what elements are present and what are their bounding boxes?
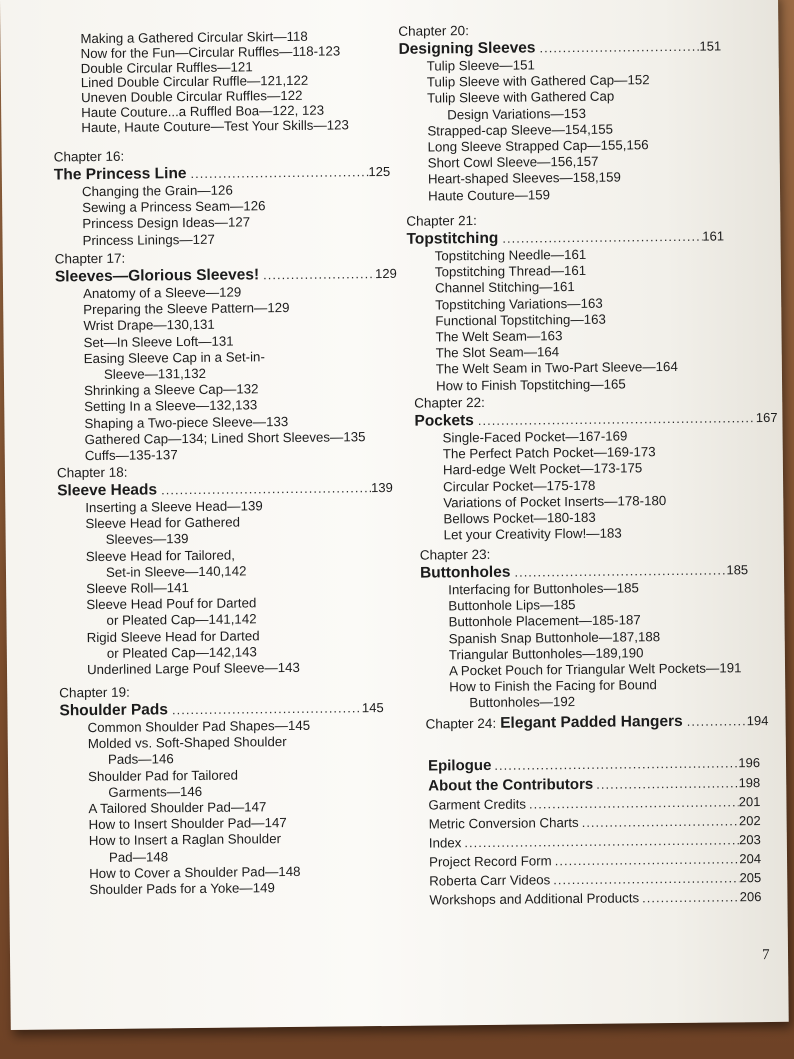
chapter-heading [414, 409, 777, 431]
toc-entry: Heart-shaped Sleeves—158,159 [427, 169, 621, 187]
dot-leader [555, 851, 740, 868]
back-matter-title: Metric Conversion Charts [428, 814, 579, 832]
chapter-label: Chapter 23: [419, 546, 491, 563]
back-matter-page: 202 [738, 813, 761, 829]
toc-entry: The Welt Seam—163 [435, 328, 563, 345]
back-matter-entry [429, 851, 761, 869]
toc-entry: Double Circular Ruffles—121 [80, 58, 253, 76]
dot-leader [190, 164, 368, 181]
dot-leader [161, 480, 371, 497]
back-matter-entry [429, 889, 761, 907]
toc-entry: Anatomy of a Sleeve—129 [83, 284, 242, 302]
page-number: 7 [761, 946, 770, 964]
toc-entry: Spanish Snap Buttonhole—187,188 [448, 628, 661, 646]
back-matter-entry [428, 794, 760, 812]
chapter-label: Chapter 18: [56, 464, 128, 481]
toc-entry: Shaping a Two-piece Sleeve—133 [84, 413, 289, 431]
toc-entry: Making a Gathered Circular Skirt—118 [80, 28, 308, 47]
back-matter-title: Project Record Form [428, 853, 552, 870]
toc-entry: Uneven Double Circular Ruffles—122 [80, 88, 303, 106]
toc-entry: Setting In a Sleeve—132,133 [84, 397, 258, 415]
back-matter-page: 196 [738, 755, 761, 771]
chapter-label: Chapter 17: [54, 250, 126, 267]
toc-entry: Let your Creativity Flow!—183 [443, 525, 622, 543]
chapter-title: Buttonholes [419, 563, 511, 582]
toc-entry: Gathered Cap—134; Lined Short Sleeves—135 [84, 428, 366, 447]
toc-entry: Circular Pocket—175-178 [443, 477, 596, 494]
toc-entry: Shrinking a Sleeve Cap—132 [84, 381, 259, 399]
toc-entry-continued: Buttonholes—192 [469, 694, 576, 711]
chapter-label: Chapter 16: [53, 148, 125, 165]
toc-entry: Shoulder Pad for Tailored [88, 767, 239, 784]
toc-entry: Preparing the Sleeve Pattern—129 [83, 300, 290, 318]
dot-leader [582, 813, 739, 830]
toc-entry: Rigid Sleeve Head for Darted [86, 627, 260, 645]
toc-entry: The Perfect Patch Pocket—169-173 [442, 444, 656, 462]
toc-entry: Easing Sleeve Cap in a Set-in- [83, 349, 265, 366]
dot-leader [553, 870, 739, 887]
toc-entry: Variations of Pocket Inserts—178-180 [443, 492, 667, 511]
toc-entry-continued: Sleeve—131,132 [103, 365, 207, 382]
chapter-label: Chapter 24: [425, 715, 497, 732]
toc-entry: Interfacing for Buttonholes—185 [448, 580, 639, 598]
toc-entry: Topstitching Thread—161 [434, 263, 587, 280]
dot-leader [502, 229, 702, 246]
toc-entry: Set—In Sleeve Loft—131 [83, 333, 234, 350]
toc-entry: The Welt Seam in Two-Part Sleeve—164 [435, 359, 678, 377]
toc-entry: Triangular Buttonholes—189,190 [448, 645, 644, 663]
toc-entry: Haute, Haute Couture—Test Your Skills—123 [81, 117, 349, 135]
toc-entry: Sleeve Head for Tailored, [85, 547, 235, 564]
chapter-page: 151 [699, 38, 722, 54]
toc-entry-continued: Set-in Sleeve—140,142 [105, 563, 247, 580]
toc-entry: Short Cowl Sleeve—156,157 [427, 153, 599, 171]
toc-entry-continued: Garments—146 [108, 783, 203, 800]
toc-entry: Cuffs—135-137 [84, 447, 178, 464]
toc-entry-continued: or Pleated Cap—142,143 [106, 644, 257, 661]
chapter-heading [55, 265, 397, 287]
dot-leader [514, 562, 726, 579]
back-matter-title: Epilogue [427, 756, 492, 775]
dot-leader [539, 39, 699, 56]
chapter-page: 167 [755, 409, 778, 426]
toc-entry: Bellows Pocket—180-183 [443, 509, 596, 527]
toc-entry: How to Insert Shoulder Pad—147 [88, 815, 287, 833]
toc-entry-continued: Sleeves—139 [105, 531, 189, 548]
toc-entry: Sleeve Roll—141 [86, 580, 189, 597]
dot-leader [494, 755, 738, 773]
chapter-title: Sleeves—Glorious Sleeves! [54, 266, 260, 286]
toc-entry: Strapped-cap Sleeve—154,155 [427, 121, 614, 139]
chapter-heading [398, 37, 721, 58]
toc-entry: Now for the Fun—Circular Ruffles—118-123 [80, 43, 341, 61]
back-matter-title: About the Contributors [428, 775, 594, 795]
back-matter-page: 206 [739, 889, 762, 905]
back-matter-title: Workshops and Additional Products [429, 890, 640, 908]
toc-entry: The Slot Seam—164 [435, 344, 560, 361]
chapter-title: Sleeve Heads [57, 481, 158, 500]
chapter-page: 129 [374, 265, 397, 282]
chapter-title: Pockets [414, 412, 474, 430]
chapter-page: 139 [371, 479, 393, 496]
toc-entry: Princess Design Ideas—127 [82, 214, 251, 232]
dot-leader [642, 889, 740, 905]
toc-entry: Sewing a Princess Seam—126 [82, 198, 266, 216]
toc-entry: Sleeve Head for Gathered [85, 514, 241, 532]
chapter-page: 185 [726, 562, 749, 578]
dot-leader [529, 794, 739, 811]
back-matter-page: 203 [739, 832, 761, 848]
chapter-page: 125 [368, 163, 391, 180]
toc-entry-continued: or Pleated Cap—141,142 [106, 611, 257, 629]
back-matter-entry [429, 832, 761, 850]
back-matter-entry [428, 754, 760, 774]
chapter-heading [420, 561, 748, 582]
toc-entry: Tulip Sleeve with Gathered Cap [426, 88, 615, 106]
toc-entry: Lined Double Circular Ruffle—121,122 [80, 73, 309, 91]
toc-entry: Hard-edge Welt Pocket—173-175 [442, 460, 643, 478]
chapter-title: Designing Sleeves [398, 39, 536, 58]
dot-leader [687, 713, 747, 729]
toc-entry: How to Insert a Raglan Shoulder [88, 831, 282, 849]
toc-entry: How to Finish Topstitching—165 [435, 376, 626, 394]
toc-entry: Princess Linings—127 [82, 231, 215, 248]
toc-entry: A Pocket Pouch for Triangular Welt Pockets—191 [448, 660, 742, 679]
toc-entry: A Tailored Shoulder Pad—147 [88, 799, 267, 817]
chapter-label: Chapter 21: [406, 213, 477, 229]
toc-entry: Channel Stitching—161 [434, 279, 575, 296]
chapter-title: Elegant Padded Hangers [500, 712, 683, 732]
toc-entry: Common Shoulder Pad Shapes—145 [87, 717, 311, 736]
toc-entry: Buttonhole Placement—185-187 [448, 612, 641, 630]
toc-entry: Molded vs. Soft-Shaped Shoulder [87, 734, 287, 752]
toc-entry-continued: Design Variations—153 [447, 105, 587, 122]
chapter-title: Shoulder Pads [59, 701, 169, 720]
toc-entry: Sleeve Head Pouf for Darted [86, 595, 257, 613]
chapter-heading [57, 479, 393, 501]
toc-entry: Haute Couture—159 [427, 186, 551, 204]
toc-entry: Single-Faced Pocket—167-169 [442, 428, 628, 446]
chapter-page: 161 [702, 228, 725, 244]
chapter-page: 145 [361, 700, 384, 716]
dot-leader [478, 410, 756, 428]
dot-leader [172, 700, 362, 717]
chapter-label: Chapter 20: [398, 23, 469, 39]
back-matter-page: 205 [739, 870, 762, 886]
toc-entry: How to Finish the Facing for Bound [449, 677, 657, 695]
toc-entry: Shoulder Pads for a Yoke—149 [89, 880, 275, 898]
toc-entry: Tulip Sleeve with Gathered Cap—152 [426, 72, 650, 90]
chapter-page: 194 [746, 712, 769, 729]
chapter-heading [54, 163, 391, 185]
toc-entry: How to Cover a Shoulder Pad—148 [89, 863, 301, 881]
toc-entry: Buttonhole Lips—185 [448, 597, 576, 614]
toc-entry: Haute Couture...a Ruffled Boa—122, 123 [81, 102, 325, 121]
dot-leader [464, 832, 739, 850]
toc-entry: Topstitching Needle—161 [434, 246, 587, 264]
back-matter-title: Roberta Carr Videos [429, 872, 551, 889]
back-matter-title: Index [428, 835, 462, 851]
chapter-title: Topstitching [406, 229, 499, 248]
chapter-label: Chapter 19: [59, 684, 130, 701]
chapter-label: Chapter 22: [414, 394, 485, 411]
toc-entry: Functional Topstitching—163 [435, 311, 606, 329]
toc-entry-continued: Pads—146 [107, 751, 174, 768]
chapter-24-heading [426, 712, 769, 734]
back-matter-entry [429, 813, 761, 831]
back-matter-entry [429, 870, 761, 888]
toc-entry: Tulip Sleeve—151 [426, 57, 535, 74]
back-matter-page: 201 [738, 794, 761, 810]
toc-entry: Changing the Grain—126 [81, 182, 233, 200]
chapter-heading [59, 699, 383, 720]
back-matter-entry [428, 774, 760, 794]
dot-leader [263, 266, 375, 282]
chapter-title: The Princess Line [53, 165, 187, 184]
back-matter-title: Garment Credits [428, 796, 527, 813]
toc-entry: Inserting a Sleeve Head—139 [85, 498, 263, 516]
dot-leader [596, 775, 738, 791]
back-matter-page: 204 [739, 851, 762, 867]
toc-entry: Long Sleeve Strapped Cap—155,156 [427, 137, 649, 155]
chapter-heading [406, 227, 724, 248]
toc-entry: Topstitching Variations—163 [435, 295, 603, 313]
toc-entry: Underlined Large Pouf Sleeve—143 [86, 659, 300, 678]
toc-entry: Wrist Drape—130,131 [83, 317, 215, 334]
back-matter-page: 198 [738, 775, 761, 791]
toc-entry-continued: Pad—148 [108, 848, 169, 865]
